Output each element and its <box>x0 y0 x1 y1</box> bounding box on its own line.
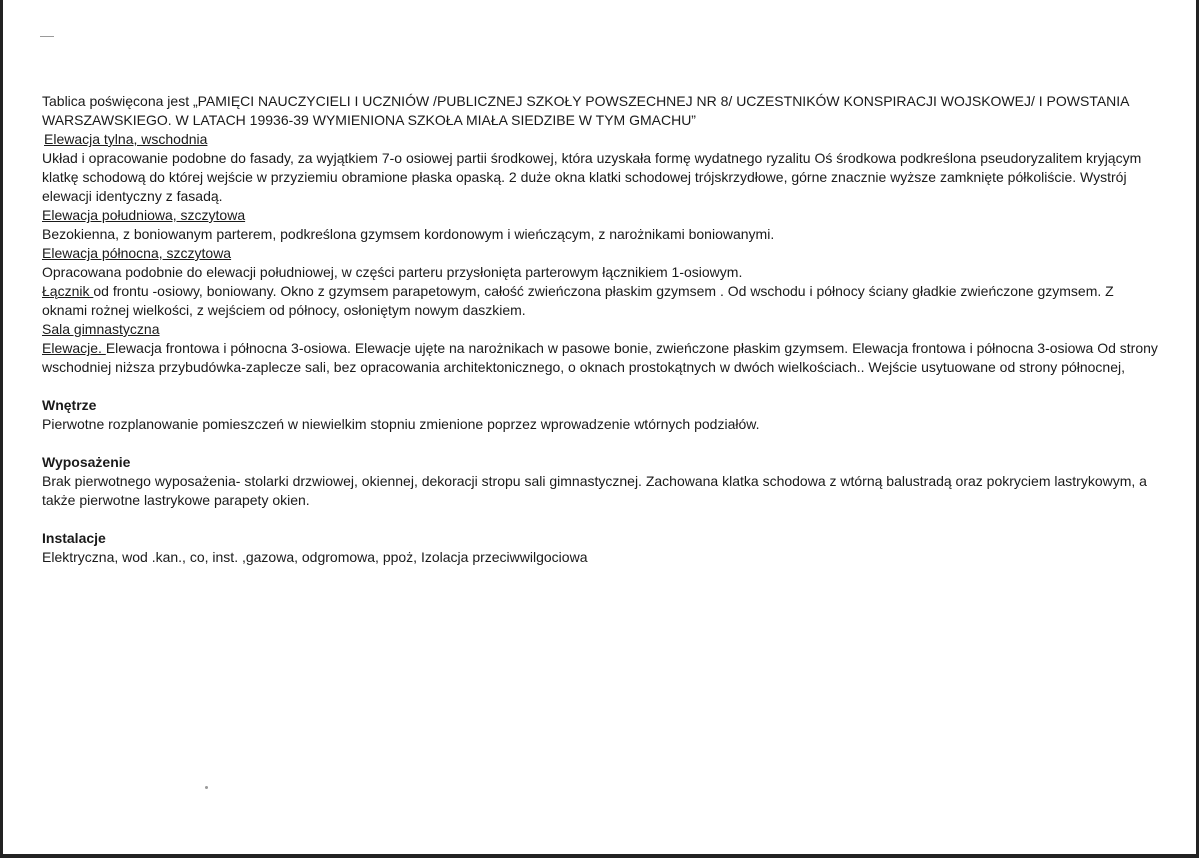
connector-text: od frontu -osiowy, boniowany. Okno z gzymsem parapetowym, całość zwieńczona płaskim gzymsem . Od wschodu i północy ściany gładkie zwieńczone gzymsem. Z oknami rożnej wielkości, z wejściem od północy, osłoniętym nowym daszkiem. <box>42 283 1114 318</box>
scan-speck <box>205 786 208 789</box>
equipment-heading: Wyposażenie <box>42 454 131 470</box>
connector-paragraph <box>42 282 1162 320</box>
gym-paragraph <box>42 339 1162 377</box>
scan-mark <box>40 36 54 37</box>
east-elevation-title: Elewacja tylna, wschodnia <box>44 131 208 147</box>
north-elevation-title: Elewacja północna, szczytowa <box>42 245 232 261</box>
interior-heading: Wnętrze <box>42 397 97 413</box>
connector-title: Łącznik <box>42 283 94 299</box>
north-elevation-text: Opracowana podobnie do elewacji południowej, w części parteru przysłonięta parterowym łącznikiem 1-osiowym. <box>42 264 743 280</box>
equipment-text: Brak pierwotnego wyposażenia- stolarki drzwiowej, okiennej, dekoracji stropu sali gimnastycznej. Zachowana klatka schodowa z wtórną balustradą oraz pokryciem lastrykowym, a także pierwotne lastrykowe parapety okien. <box>42 473 1147 508</box>
intro-paragraph: Tablica poświęcona jest „PAMIĘCI NAUCZYCIELI I UCZNIÓW /PUBLICZNEJ SZKOŁY POWSZECHNEJ NR 8/ UCZESTNIKÓW KONSPIRACJI WOJSKOWEJ/ I POWSTANIA WARSZAWSKIEGO. W LATACH 19936-39 WYMIENIONA SZKOŁA MIAŁA SIEDZIBE W TYM GMACHU” <box>42 93 1129 128</box>
installations-text: Elektryczna, wod .kan., co, inst. ,gazowa, odgromowa, ppoż, Izolacja przeciwwilgociowa <box>42 549 588 565</box>
document-body <box>42 92 1162 567</box>
installations-heading: Instalacje <box>42 530 106 546</box>
east-elevation-text: Układ i opracowanie podobne do fasady, za wyjątkiem 7-o osiowej partii środkowej, która uzyskała formę wydatnego ryzalitu Oś środkowa podkreślona pseudoryzalitem kryjącym klatkę schodową do której wejście w przyziemiu obramione płaska opaską. 2 duże okna klatki schodowej trójskrzydłowe, górne znacznie wyższe zamknięte półkoliście. Wystrój elewacji identyczny z fasadą. <box>42 150 1142 204</box>
south-elevation-text: Bezokienna, z boniowanym parterem, podkreślona gzymsem kordonowym i wieńczącym, z narożnikami boniowanymi. <box>42 226 775 242</box>
gym-label: Elewacje. <box>42 340 106 356</box>
gym-title: Sala gimnastyczna <box>42 321 160 337</box>
interior-text: Pierwotne rozplanowanie pomieszczeń w niewielkim stopniu zmienione poprzez wprowadzenie wtórnych podziałów. <box>42 416 760 432</box>
south-elevation-title: Elewacja południowa, szczytowa <box>42 207 246 223</box>
gym-text: Elewacja frontowa i północna 3-osiowa. Elewacje ujęte na narożnikach w pasowe bonie, zwieńczone płaskim gzymsem. Elewacja frontowa i północna 3-osiowa Od strony wschodniej niższa przybudówka-zaplecze sali, bez opracowania architektonicznego, o oknach prostokątnych w dwóch wielkościach.. Wejście usytuowane od strony północnej, <box>42 340 1158 375</box>
